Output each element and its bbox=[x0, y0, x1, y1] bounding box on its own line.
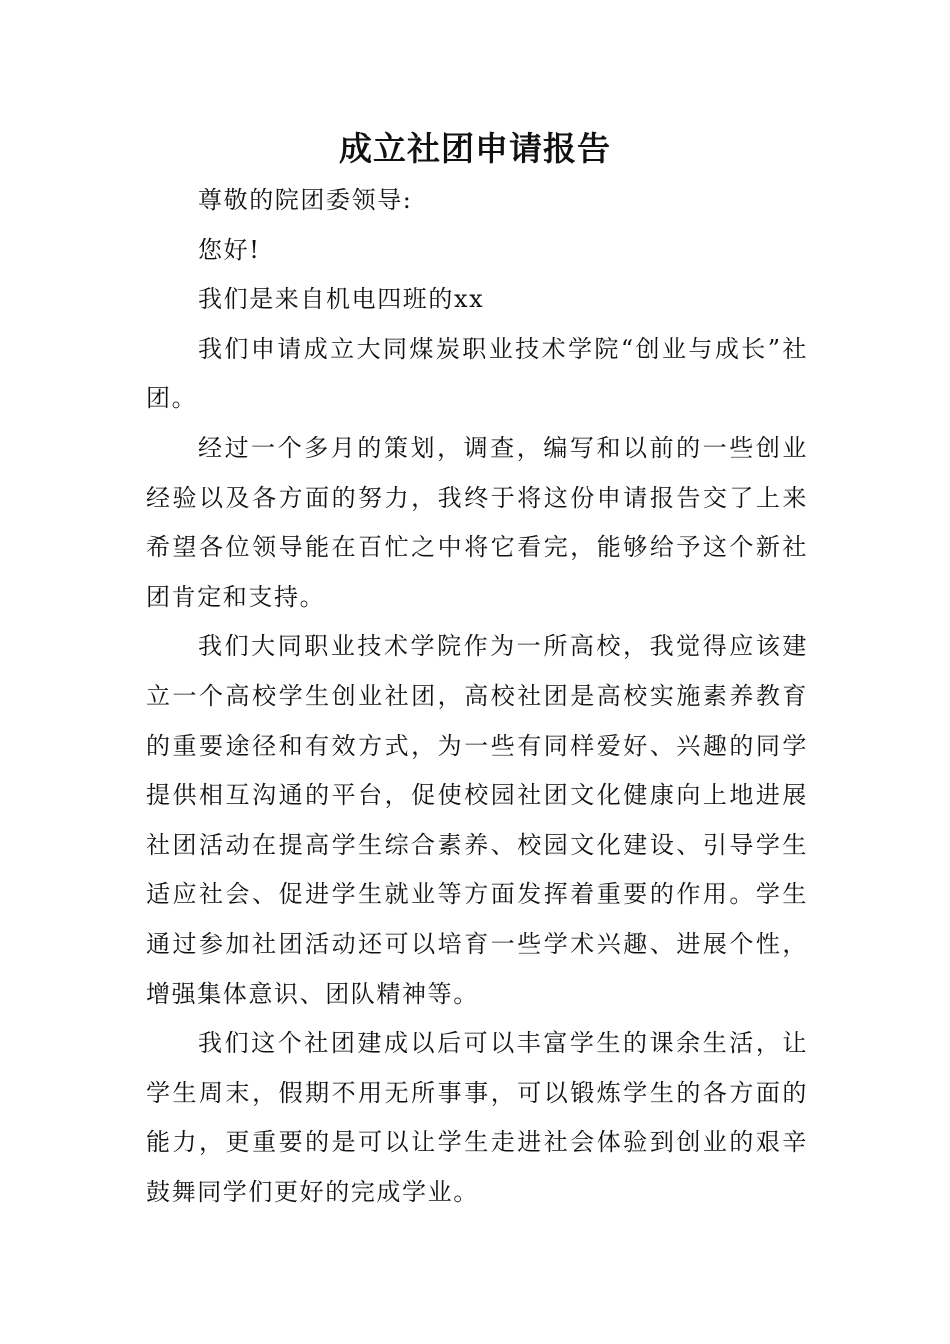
greeting: 您好! bbox=[198, 235, 261, 264]
body-paragraph: 我们是来自机电四班的xx bbox=[198, 285, 485, 314]
salutation: 尊敬的院团委领导: bbox=[198, 186, 413, 214]
document-title: 成立社团申请报告 bbox=[339, 129, 611, 168]
body-paragraph: 我们申请成立大同煤炭职业技术学院“创业与成长”社团。 bbox=[146, 334, 808, 413]
body-paragraph: 我们大同职业技术学院作为一所高校，我觉得应该建立一个高校学生创业社团，高校社团是高校实施素养教育的重要途径和有效方式，为一些有同样爱好、兴趣的同学提供相互沟通的平台，促使校园社团文化健康向上地进展社团活动在提高学生综合素养、校园文化建设、引导学生适应社会、促进学生就业等方面发挥着重要的作用。学生通过参加社团活动还可以培育一些学术兴趣、进展个性，增强集体意识、团队精神等。 bbox=[146, 632, 808, 1008]
document-body bbox=[146, 176, 808, 1217]
body-paragraph: 我们这个社团建成以后可以丰富学生的课余生活，让学生周末，假期不用无所事事，可以锻炼学生的各方面的能力，更重要的是可以让学生走进社会体验到创业的艰辛鼓舞同学们更好的完成学业。 bbox=[146, 1029, 808, 1206]
body-paragraph: 经过一个多月的策划，调查，编写和以前的一些创业经验以及各方面的努力，我终于将这份申请报告交了上来希望各位领导能在百忙之中将它看完，能够给予这个新社团肯定和支持。 bbox=[146, 433, 808, 611]
